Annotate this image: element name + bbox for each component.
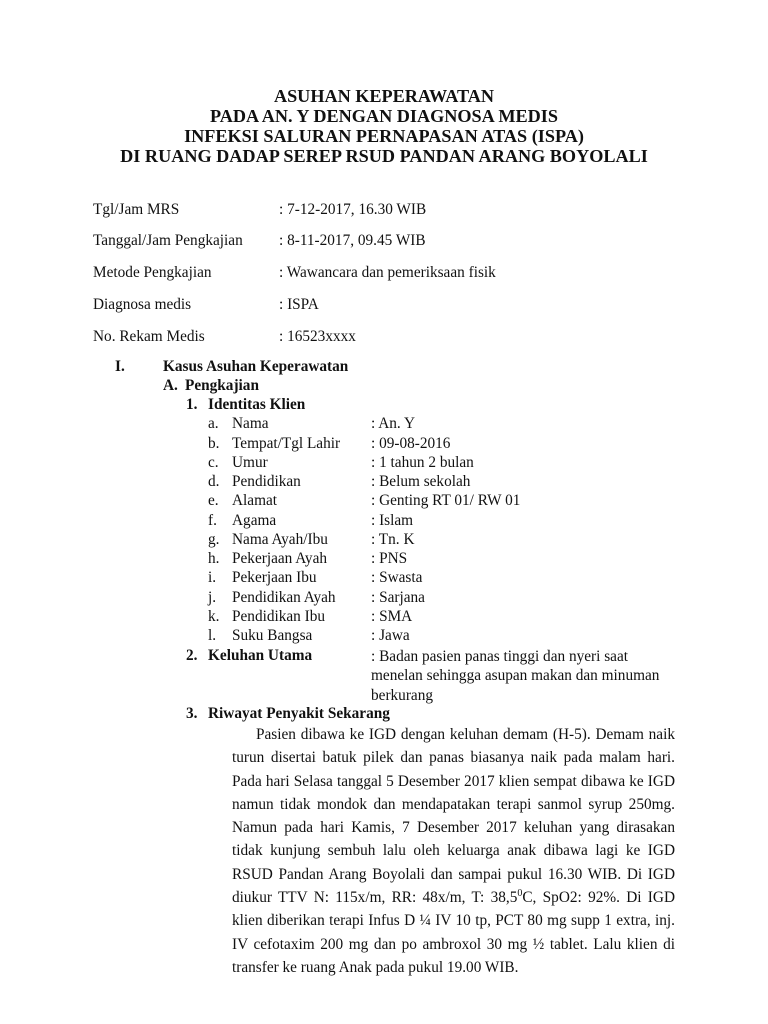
history-number: 3. [186,705,198,722]
row-label: Alamat [232,492,278,509]
row-value: : Belum sekolah [371,473,471,490]
meta-label: Diagnosa medis [93,296,192,313]
history-text-part-2: C, SpO2: 92%. Di IGD klien diberikan terapi Infus D ¼ IV 10 tp, PCT 80 mg supp 1 extra, inj. IV cefotaxim 200 mg dan po ambroxol 30 mg ½ tablet. Lalu klien di transfer ke ruang Anak pada pukul 19.00 WIB. [232,889,675,976]
row-value: : Genting RT 01/ RW 01 [371,492,521,509]
row-value: : Islam [371,512,414,529]
history-paragraph [232,723,675,979]
row-label: Pendidikan [232,473,301,490]
document-title [0,86,768,166]
subsection-title: Pengkajian [185,377,259,394]
history-text-part-1: Pasien dibawa ke IGD dengan keluhan demam (H-5). Demam naik turun disertai batuk pilek dan panas biasanya naik pada malam hari. Pada hari Selasa tanggal 5 Desember 2017 klien sempat dibawa ke IGD namun tidak mondok dan mendapatakan terapi sanmol syrup 250mg. Namun pada hari Kamis, 7 Desember 2017 keluhan yang dirasakan tidak kunjung sembuh lalu oleh keluarga anak dibawa lagi ke IGD RSUD Pandan Arang Boyolali dan sampai pukul 16.30 WIB. Di IGD diukur TTV N: 115x/m, RR: 48x/m, T: 38,5 [232,726,675,907]
row-letter: l. [208,627,217,644]
row-value: : PNS [371,550,408,567]
row-label: Nama [232,415,269,432]
row-letter: a. [208,415,219,432]
row-label: Pekerjaan Ayah [232,550,328,567]
row-letter: d. [208,473,220,490]
row-value: : Swasta [371,569,423,586]
row-value: : An. Y [371,415,416,432]
row-label: Pekerjaan Ibu [232,569,317,586]
meta-value: : Wawancara dan pemeriksaan fisik [279,264,496,281]
meta-label: Tgl/Jam MRS [93,201,180,218]
row-letter: f. [208,512,217,529]
section-title: Kasus Asuhan Keperawatan [163,358,349,375]
row-label: Nama Ayah/Ibu [232,531,328,548]
identity-number: 1. [186,396,198,413]
row-letter: e. [208,492,219,509]
row-letter: g. [208,531,220,548]
row-label: Pendidikan Ayah [232,589,336,606]
row-value: : SMA [371,608,413,625]
row-value: : 09-08-2016 [371,435,451,452]
meta-value: : 16523xxxx [279,328,356,345]
meta-value: : ISPA [279,296,319,313]
title-line-2: PADA AN. Y DENGAN DIAGNOSA MEDIS [210,106,558,126]
row-value: : Sarjana [371,589,425,606]
row-letter: k. [208,608,220,625]
section-number: I. [115,358,125,375]
row-label: Umur [232,454,268,471]
complaint-heading: Keluhan Utama [208,647,313,664]
row-label: Tempat/Tgl Lahir [232,435,341,452]
row-value: : Jawa [371,627,410,644]
subsection-marker: A. [163,377,178,394]
row-letter: h. [208,550,220,567]
row-label: Suku Bangsa [232,627,313,644]
row-label: Agama [232,512,277,529]
title-line-4: DI RUANG DADAP SEREP RSUD PANDAN ARANG BOYOLALI [120,146,648,166]
meta-value: : 8-11-2017, 09.45 WIB [279,232,426,249]
complaint-text: : Badan pasien panas tinggi dan nyeri saat menelan sehingga asupan makan dan minuman berkurang [371,648,660,704]
row-letter: i. [208,569,217,586]
title-line-3: INFEKSI SALURAN PERNAPASAN ATAS (ISPA) [184,126,584,146]
history-heading: Riwayat Penyakit Sekarang [208,705,390,722]
row-label: Pendidikan Ibu [232,608,326,625]
identity-heading: Identitas Klien [208,396,306,413]
complaint-number: 2. [186,647,198,664]
row-letter: b. [208,435,220,452]
degree-superscript: 0 [517,887,523,899]
meta-label: No. Rekam Medis [93,328,205,345]
row-letter: c. [208,454,219,471]
row-value: : 1 tahun 2 bulan [371,454,474,471]
meta-value: : 7-12-2017, 16.30 WIB [279,201,427,218]
row-letter: j. [208,589,217,606]
meta-label: Tanggal/Jam Pengkajian [93,232,243,249]
meta-label: Metode Pengkajian [93,264,212,281]
row-value: : Tn. K [371,531,415,548]
title-line-1: ASUHAN KEPERAWATAN [273,86,495,106]
